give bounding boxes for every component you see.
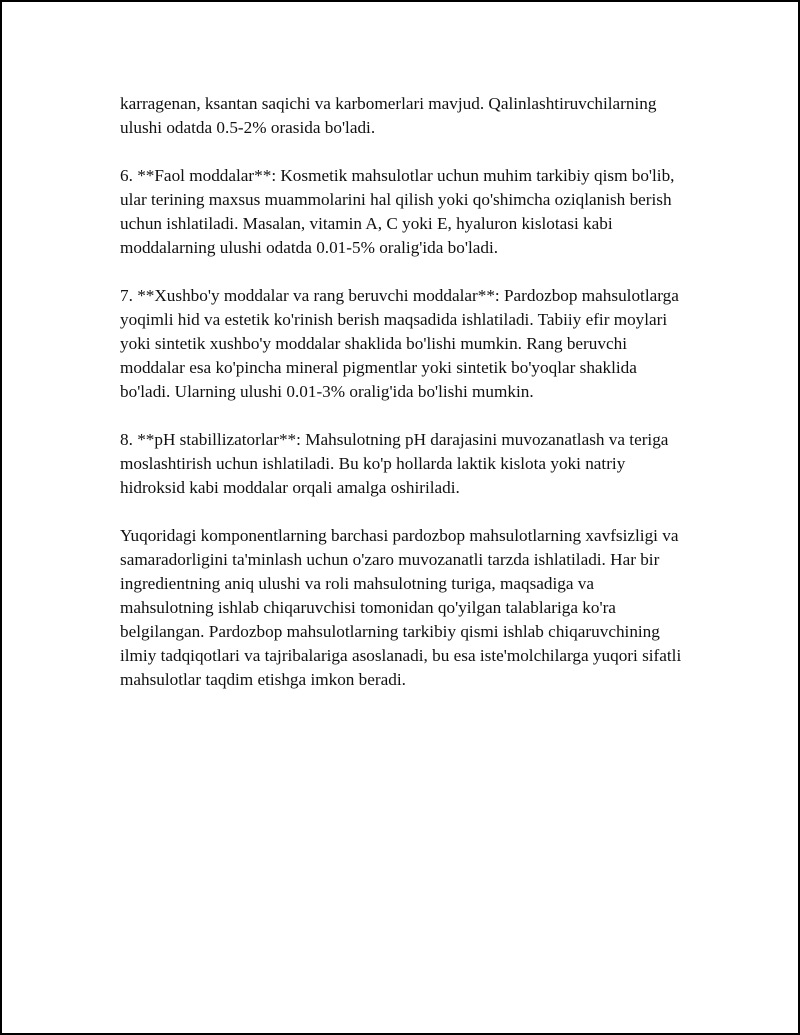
paragraph-thickeners-continued: karragenan, ksantan saqichi va karbomerlari mavjud. Qalinlashtiruvchilarning ulushi odatda 0.5-2% orasida bo'ladi.: [120, 94, 657, 137]
paragraph-active-ingredients: 6. **Faol moddalar**: Kosmetik mahsulotlar uchun muhim tarkibiy qism bo'lib, ular terining maxsus muammolarini hal qilish yoki qo'shimcha oziqlanish berish uchun ishlatiladi. Masalan, vitamin A, C yoki E, hyaluron kislotasi kabi moddalarning ulushi odatda 0.01-5% oralig'ida bo'ladi.: [120, 166, 675, 257]
document-body: [120, 92, 690, 716]
paragraph-ph-stabilizers: 8. **pH stabillizatorlar**: Mahsulotning pH darajasini muvozanatlash va teriga moslashtirish uchun ishlatiladi. Bu ko'p hollarda laktik kislota yoki natriy hidroksid kabi moddalar orqali amalga oshiriladi.: [120, 430, 669, 497]
paragraph-conclusion: Yuqoridagi komponentlarning barchasi pardozbop mahsulotlarning xavfsizligi va samaradorligini ta'minlash uchun o'zaro muvozanatli tarzda ishlatiladi. Har bir ingredientning aniq ulushi va roli mahsulotning turiga, maqsadiga va mahsulotning ishlab chiqaruvchisi tomonidan qo'yilgan talablariga ko'ra belgilangan. Pardozbop mahsulotlarning tarkibiy qismi ishlab chiqaruvchining ilmiy tadqiqotlari va tajribalariga asoslanadi, bu esa iste'molchilarga yuqori sifatli mahsulotlar taqdim etishga imkon beradi.: [120, 526, 682, 689]
paragraph-fragrances-colorants: 7. **Xushbo'y moddalar va rang beruvchi moddalar**: Pardozbop mahsulotlarga yoqimli hid va estetik ko'rinish berish maqsadida ishlatiladi. Tabiiy efir moylari yoki sintetik xushbo'y moddalar shaklida bo'lishi mumkin. Rang beruvchi moddalar esa ko'pincha mineral pigmentlar yoki sintetik bo'yoqlar shaklida bo'ladi. Ularning ulushi 0.01-3% oralig'ida bo'lishi mumkin.: [120, 286, 679, 401]
